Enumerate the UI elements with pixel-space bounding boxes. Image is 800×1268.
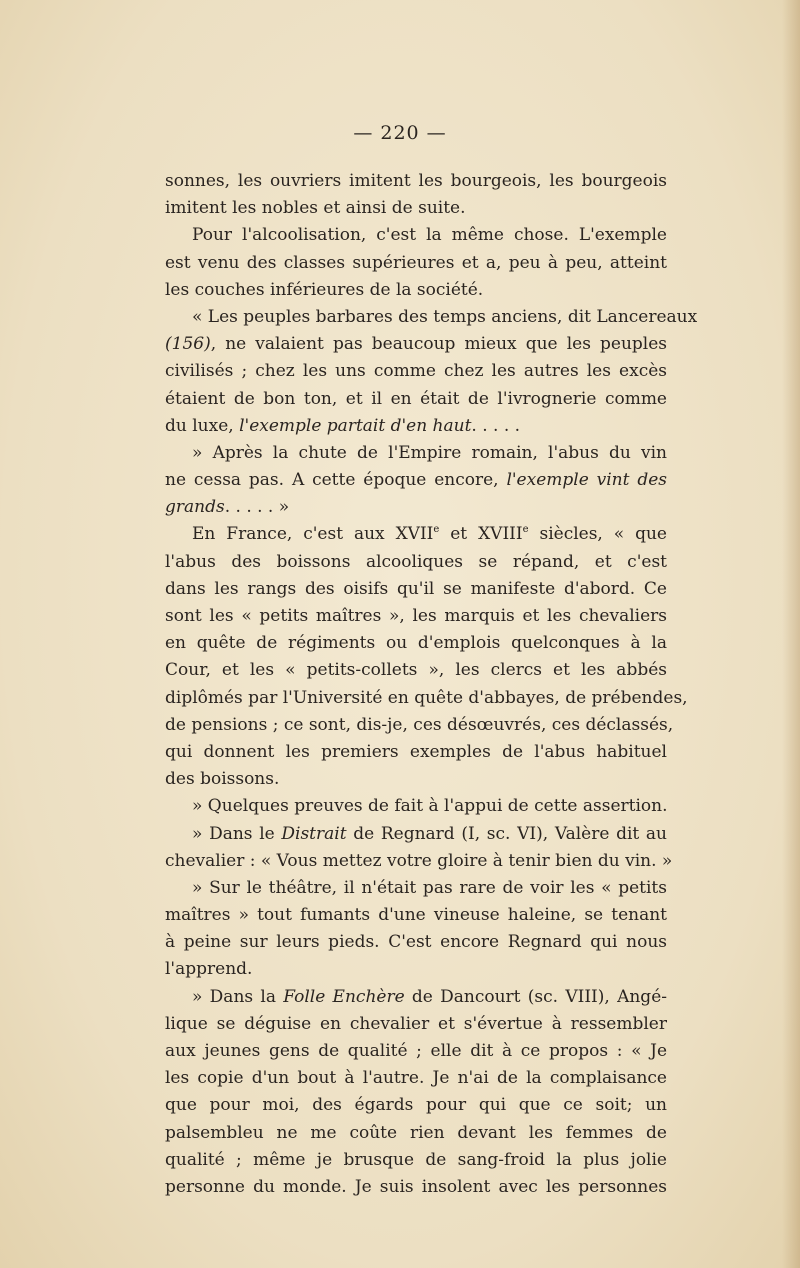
text-line — [165, 685, 688, 712]
text-segment: les copie d'un bout à l'autre. Je n'ai de la complaisance — [165, 1068, 667, 1089]
paragraph — [165, 521, 688, 793]
italic-text: Folle Enchère — [283, 986, 405, 1007]
text-line — [165, 277, 667, 304]
text-line — [165, 875, 667, 902]
text-segment: à peine sur leurs pieds. C'est encore Regnard qui nous — [165, 932, 667, 953]
text-segment: sont les « petits maîtres », les marquis et les chevaliers — [165, 606, 667, 626]
text-segment: » Après la chute de l'Empire romain, l'abus du vin — [192, 442, 667, 463]
text-segment: lique se déguise en chevalier et s'évertue à ressembler — [165, 1013, 667, 1034]
text-line — [165, 222, 667, 249]
text-segment: » Dans la — [192, 986, 284, 1007]
text-segment: . . . . . » — [224, 497, 290, 518]
text-segment: de Regnard (I, sc. VI), Valère dit au — [346, 823, 667, 844]
paragraph — [165, 875, 667, 984]
text-segment: l'abus des boissons alcooliques se répand, et c'est — [165, 551, 667, 572]
text-segment: de Dancourt (sc. VIII), Angé- — [404, 986, 667, 1007]
text-segment: des boissons. — [165, 769, 280, 790]
page-edge-shadow — [782, 0, 800, 1268]
text-line — [165, 630, 667, 657]
text-segment: Cour, et les « petits-collets », les clercs et les abbés — [165, 660, 667, 681]
text-line — [165, 1038, 667, 1065]
text-line — [165, 739, 667, 766]
text-line — [165, 250, 667, 277]
text-segment: du luxe, — [165, 415, 240, 436]
text-line — [165, 440, 667, 467]
text-line — [165, 848, 673, 875]
text-segment: palsembleu ne me coûte rien devant les femmes de — [165, 1122, 667, 1143]
text-line — [165, 1065, 667, 1092]
italic-text: l'exemple vint des — [506, 470, 667, 491]
italic-text: (156) — [165, 334, 211, 355]
text-segment: de pensions ; ce sont, dis-je, ces désœuvrés, ces déclassés, — [165, 714, 674, 735]
text-segment: est venu des classes supérieures et a, peu à peu, atteint — [165, 252, 667, 273]
text-line — [165, 549, 667, 576]
page-number: — 220 — — [353, 122, 447, 144]
text-segment: civilisés ; chez les uns comme chez les autres les excès — [165, 361, 667, 382]
text-segment: qualité ; même je brusque de sang-froid la plus jolie — [165, 1149, 667, 1170]
text-segment: qui donnent les premiers exemples de l'abus habituel — [165, 741, 667, 762]
text-line — [165, 1092, 667, 1119]
italic-text: l'exemple partait d'en haut — [239, 415, 472, 436]
text-line — [165, 902, 667, 929]
paragraph — [165, 304, 698, 440]
text-line — [165, 413, 667, 440]
text-segment: » Quelques preuves de fait à l'appui de cette assertion. — [192, 796, 668, 817]
text-line — [165, 956, 667, 983]
text-line — [165, 1011, 667, 1038]
paragraph — [165, 984, 667, 1202]
text-line — [165, 1174, 667, 1201]
text-line — [165, 1147, 667, 1174]
text-segment: , ne valaient pas beaucoup mieux que les peuples — [210, 334, 667, 355]
text-segment: sonnes, les ouvriers imitent les bourgeois, les bourgeois — [165, 171, 667, 191]
text-line — [165, 467, 667, 494]
text-line — [165, 1120, 667, 1147]
superscript: e — [522, 524, 529, 536]
text-line — [165, 657, 667, 684]
text-segment: . . . . . — [471, 415, 521, 436]
text-segment: en quête de régiments ou d'emplois quelconques à la — [165, 633, 667, 654]
paragraph — [165, 821, 673, 875]
text-line — [165, 386, 667, 413]
text-segment: dans les rangs des oisifs qu'il se manifeste d'abord. Ce — [165, 578, 667, 599]
text-line — [165, 821, 667, 848]
text-line — [165, 984, 667, 1011]
text-line — [165, 494, 667, 521]
text-line — [165, 766, 667, 793]
paragraph — [165, 222, 667, 304]
text-segment: « Les peuples barbares des temps anciens, dit Lancereaux — [192, 306, 698, 327]
text-segment: et XVIII — [439, 524, 523, 545]
paragraph — [165, 168, 667, 222]
text-line — [165, 603, 667, 630]
text-line — [165, 358, 667, 385]
text-segment: diplômés par l'Université en quête d'abbayes, de prébendes, — [165, 687, 688, 708]
text-segment: ne cessa pas. A cette époque encore, — [165, 470, 507, 491]
paragraph — [165, 440, 667, 522]
text-segment: l'apprend. — [165, 959, 253, 980]
text-segment: siècles, « que — [528, 524, 667, 545]
text-line — [165, 793, 667, 820]
text-segment: étaient de bon ton, et il en était de l'ivrognerie comme — [165, 388, 667, 409]
text-segment: maîtres » tout fumants d'une vineuse haleine, se tenant — [165, 905, 667, 926]
text-line — [165, 712, 674, 739]
text-segment: imitent les nobles et ainsi de suite. — [165, 198, 466, 219]
text-segment: chevalier : « Vous mettez votre gloire à tenir bien du vin. » — [165, 850, 673, 871]
text-segment: » Sur le théâtre, il n'était pas rare de voir les « petits — [192, 877, 667, 898]
paragraph — [165, 793, 667, 820]
text-line — [165, 331, 667, 358]
text-segment: » Dans le — [192, 823, 282, 844]
text-line — [165, 304, 698, 331]
text-line — [165, 195, 667, 222]
text-line — [165, 576, 667, 603]
italic-text: Distrait — [281, 823, 347, 844]
text-segment: En France, c'est aux XVII — [192, 524, 434, 545]
text-segment: les couches inférieures de la société. — [165, 279, 484, 300]
text-segment: personne du monde. Je suis insolent avec les personnes — [165, 1176, 667, 1197]
italic-text: grands — [165, 497, 225, 518]
text-segment: que pour moi, des égards pour qui que ce soit; un — [165, 1095, 667, 1116]
body-text — [165, 168, 698, 1201]
text-segment: aux jeunes gens de qualité ; elle dit à ce propos : « Je — [165, 1041, 667, 1061]
superscript: e — [433, 524, 440, 536]
text-line — [165, 168, 667, 195]
text-segment: Pour l'alcoolisation, c'est la même chose. L'exemple — [192, 225, 667, 246]
text-line — [165, 521, 667, 548]
text-line — [165, 929, 667, 956]
